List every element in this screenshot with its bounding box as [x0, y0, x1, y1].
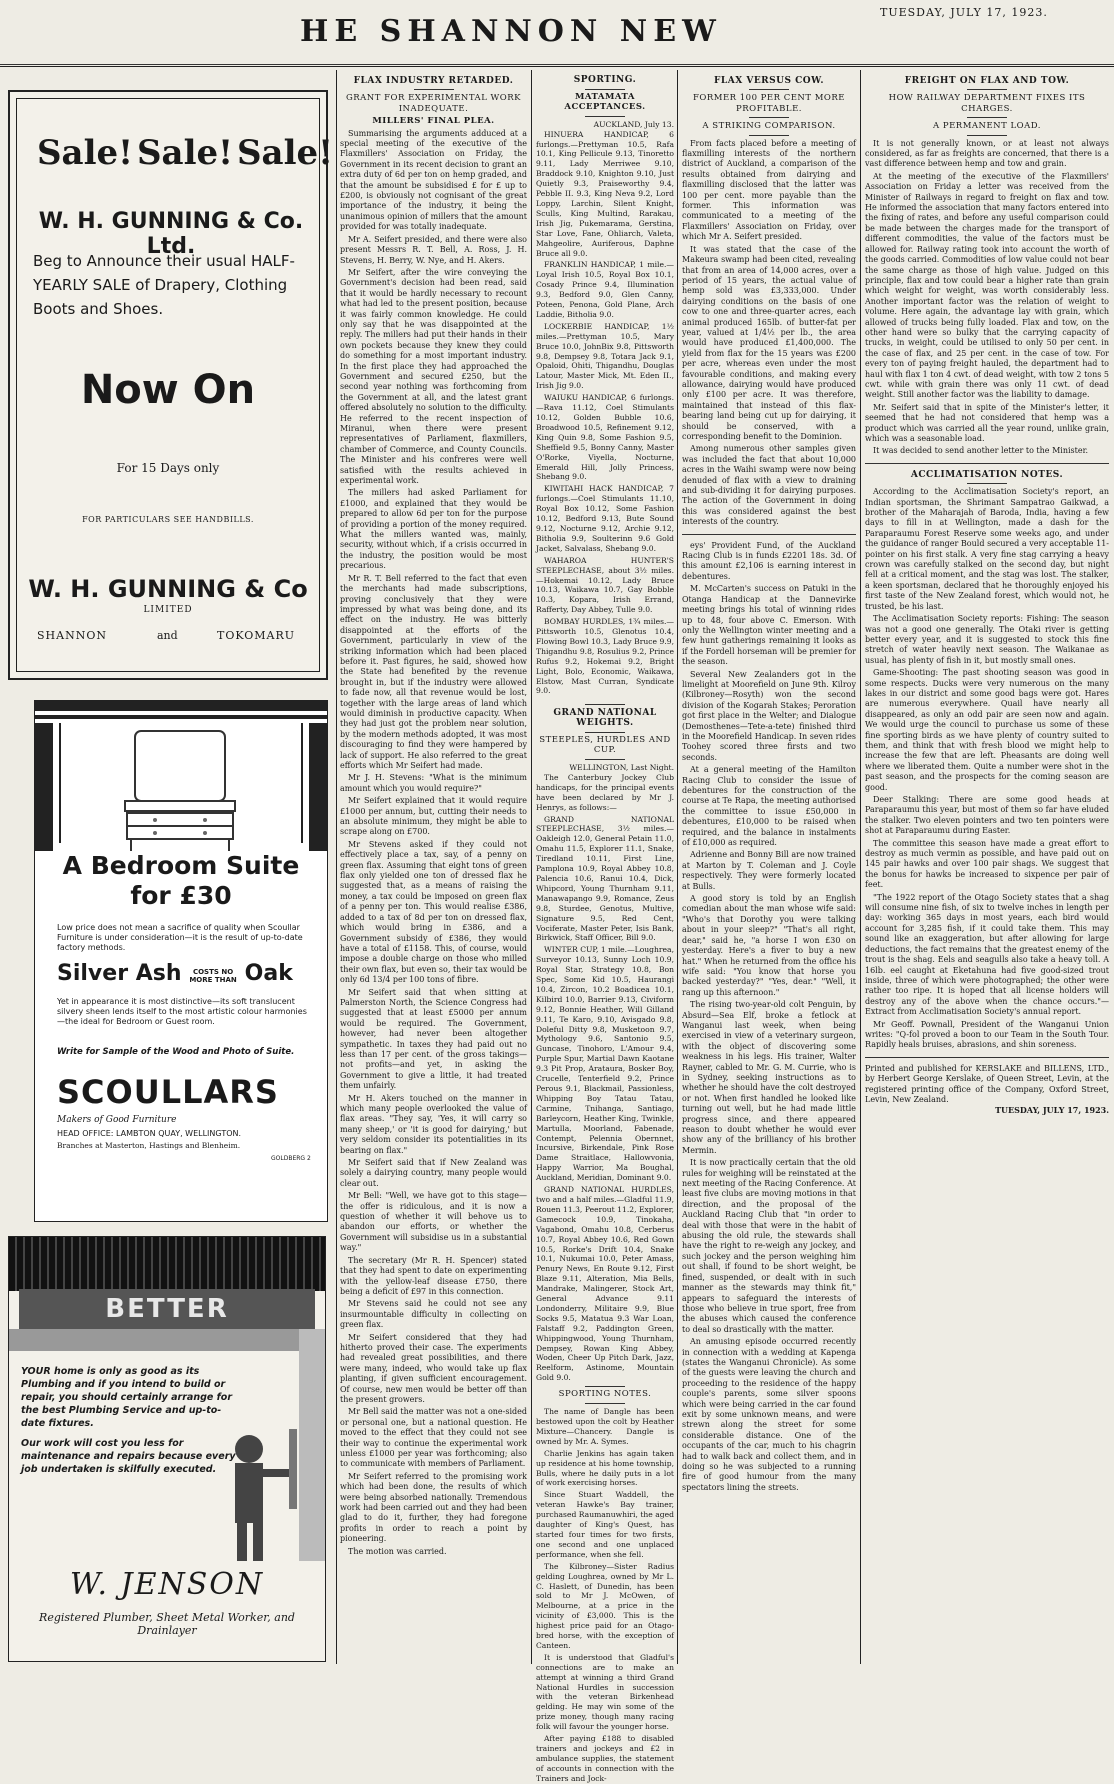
- paragraph: Mr Stevens asked if they could not effectively place a tax, say, of a penny on green flax. Assuming that eight tons of green flax only yielded one ton of dressed flax he suggested that, as a means of raising the money, a tax could be imposed on green flax of a penny per ton. This would realise £386, added to a tax of 8d per ton on dressed flax, which would bring in £386, and a Government subsidy of £386, they would have a total of £1158. This, of course, would impose a double charge on those who milled their own flax, but even so, their tax would be only 6d 13/4 per 100 tons of fibre.: [340, 839, 527, 985]
- dateline: AUCKLAND, July 13.: [593, 119, 674, 129]
- quality-text: Low price does not mean a sacrifice of quality when Scoullar Furniture is under consideration—it is the result of up-to-date factory methods.: [57, 923, 303, 952]
- jenson-plumbing-ad: [8, 1236, 326, 1662]
- paragraph: Mr Seifert referred to the promising work which had been done, the results of which were being absorbed nationally. Tremendous work had been carried out and they had been glad to do it, further, they had foregone profits in order to reach a point by pioneering.: [340, 1471, 527, 1544]
- paragraph: According to the Acclimatisation Society's report, an Indian sportsman, the Shrimant Sampatrao Gaikwad, a brother of the Maharajah of Baroda, India, having a few days to fill in at Wellington, made a dash for the Paraparaumu Forest Reserve some weeks ago, and under the guidance of ranger Bould secured a very acceptable 11-pointer on his first stalk. A very fine stag carrying a heavy crown was carefully stalked on the second day, but night fell at a critical moment, and the stag was lost. The stalker, a keen sportsman, declared that he thoroughly enjoyed his first taste of the New Zealand forest, which would not, he trusted, be his last.: [865, 487, 1109, 611]
- paragraph: Mr Geoff. Pownall, President of the Wanganui Union writes: "Q-fol proved a boon to our Team in the South Tour. Rapidly heals bruises, abrasions, and shin soreness.: [865, 1019, 1109, 1050]
- paragraph: LOCKERBIE HANDICAP, 1½ miles.—Prettyman 10.5, Mary Bruce 10.0, JohnBix 9.8, Pittsworth 9.8, Dempsey 9.8, Totara Jack 9.1, Opaloid, Ohiti, Thigandhu, Douglas Latour, Master Mick, Mt. Eden II., Irish Jig 9.0.: [536, 321, 674, 391]
- article-body: [340, 129, 527, 1557]
- paragraph: Summarising the arguments adduced at a special meeting of the executive of the Flaxmillers' Association on Friday, the Government in its recent decision to grant an extra duty of 6d per ton on hemp graded, and that the amount be subsidised £ for £ up to £200, is obviously not cognisant of the great importance of the industry, it being the unanimous opinion of millers that the amount provided for was totally inadequate.: [340, 128, 527, 232]
- imprint-date: TUESDAY, JULY 17, 1923.: [995, 1105, 1109, 1116]
- sporting-headline: SPORTING.: [573, 75, 637, 85]
- firm-name: W. H. GUNNING & Co. Ltd.: [38, 209, 304, 259]
- acclimatisation-body: [865, 487, 1109, 1051]
- paragraph: After paying £188 to disabled trainers and jockeys and £2 in ambulance supplies, the statement of accounts in connection with the Trainers and Jock-: [536, 1734, 674, 1783]
- branches-text: Branches at Masterton, Hastings and Blenheim.: [57, 1141, 241, 1150]
- appearance-text: Yet in appearance it is most distinctive—its soft translucent silvery sheen lends itself to the most artistic colour harmonies—the ideal for Bedroom or Guest room.: [57, 997, 307, 1026]
- weights-body: [536, 773, 674, 1383]
- scoullars-furniture-ad: [34, 700, 328, 1222]
- and-text: and: [157, 629, 178, 642]
- better-plumbing-banner: BETTER: [19, 1289, 315, 1329]
- gunning-sale-ad: [8, 90, 334, 680]
- paragraph: Mr Stevens said he could not see any insurmountable difficulty in collecting on green flax.: [340, 1299, 527, 1330]
- ad-code: GOLDBERG 2: [271, 1155, 311, 1162]
- article-subhead: GRANT FOR EXPERIMENTAL WORK INADEQUATE.: [345, 93, 522, 114]
- paragraph: The rising two-year-old colt Penguin, by Absurd—Sea Elf, broke a fetlock at Wanganui last week, when being exercised in view of a veterinary surgeon, with the object of discovering some weakness in his legs. His trainer, Walter Rayner, cabled to Mr. G. M. Currie, who is in Sydney, seeking instructions as to whether he should have the colt destroyed or not. When first handled he looked like turning out well, but he had made little progress since, and there appeared reason to doubt whether he would ever show any of the brilliancy of his brother Mermin.: [682, 1000, 856, 1155]
- announce-line: Boots and Shoes.: [33, 300, 164, 318]
- jenson-name: W. JENSON: [69, 1567, 265, 1602]
- paragraph: The committee this season have made a great effort to destroy as much vermin as possible, and have paid out on 145 pair hawks and over 100 pair shags. We suggest that the bonus for hawks be increased to sixpence per pair of feet.: [865, 838, 1109, 890]
- now-on-heading: Now On: [80, 367, 256, 413]
- scoullars-brand: SCOULLARS: [57, 1073, 279, 1111]
- freight-column: [865, 72, 1109, 1660]
- column-rule: [860, 70, 861, 1664]
- sporting-notes-body: [536, 1407, 674, 1784]
- paragraph: Since Stuart Waddell, the veteran Hawke's Bay trainer, purchased Raumanuwhiri, the aged daughter of King's Quest, has started four times for two firsts, one second and one unplaced performance, when she fell.: [536, 1490, 674, 1559]
- article-subhead: FORMER 100 PER CENT MORE PROFITABLE.: [692, 93, 846, 114]
- article-subhead: A STRIKING COMPARISON.: [702, 121, 836, 132]
- paragraph: Mr Seifert considered that they had hitherto proved their case. The experiments had revealed great possibilities, and there were many, indeed, who would take up flax planting, if given sufficient encouragement. Of course, new men would be better off than the present growers.: [340, 1332, 527, 1404]
- article-subhead: A PERMANENT LOAD.: [933, 121, 1041, 132]
- paragraph: M. McCarten's success on Patuki in the Otanga Handicap at the Dannevirke meeting brings his total of winning rides up to 48, four above C. Emerson. With only the Wellington winter meeting and a few hunt gatherings remaining it looks as if the Fordell horseman will be premier for the season.: [682, 584, 856, 667]
- sale-word: Sale!: [37, 133, 134, 173]
- paragraph: Mr R. T. Bell referred to the fact that even the merchants had made subscriptions, proving conclusively that they were impressed by what was being done, and its effect on the industry. He was bitterly disappointed at the efforts of the Government, particularly in view of the striking information which had been placed before it. Past figures, he said, showed how the State had benefited by the revenue brought in, but if the industry were allowed to fade now, all that revenue would be lost, together with the large areas of land which would diminish in productive capacity. When they had just got the problem near solution, by the modern methods adopted, it was most discouraging to find they were hampered by lack of support. He also referred to the great efforts which Mr Seifert had made.: [340, 573, 527, 770]
- flax-versus-cow-column: [682, 72, 856, 1660]
- grand-national-subhead: STEEPLES, HURDLES AND CUP.: [539, 735, 671, 756]
- paragraph: KIWITAHI HACK HANDICAP, 7 furlongs.—Coel Stimulants 11.10, Royal Box 10.12, Some Fashion 10.12, Bedford 9.13, Bute Sound 9.12, Nocturne 9.12, Archie 9.12, Bitholia 9.9, Soulterinn 9.6 Gold Jacket, Salvalass, Shebang 9.0.: [536, 484, 674, 553]
- plumbing-banner-background: [9, 1237, 325, 1291]
- paragraph: eys' Provident Fund, of the Auckland Racing Club is in funds £2201 18s. 3d. Of this amount £2,106 is earning interest in debentures.: [682, 540, 856, 581]
- paragraph: WAIUKU HANDICAP, 6 furlongs.—Rava 11.12, Coel Stimulants 10.12, Golden Bubble 10.6, Broadwood 10.5, Refinement 9.12, King Quin 9.8, Some Fashion 9.5, Sheffield 9.5, Bonny Canny, Master O'Rorke, Viyella, Nocturne, Emerald Hill, Jolly Princess, Shebang 9.0.: [536, 393, 674, 482]
- town-shannon: SHANNON: [37, 629, 107, 642]
- paragraph: At a general meeting of the Hamilton Racing Club to consider the issue of debentures for the construction of the course at Te Rapa, the meeting authorised the committee to issue £50,000 in debentures, £10,000 to be raised when required, and the balance in instalments of £10,000 as required.: [682, 765, 856, 848]
- matamata-subhead: MATAMATA ACCEPTANCES.: [564, 91, 646, 112]
- imprint-text: Printed and published for KERSLAKE and BILLENS, LTD., by Herbert George Kerslake, of Queen Street, Levin, at the registered printing office of the Company, Oxford Street, Levin, New Zealand.: [865, 1063, 1109, 1104]
- paragraph: The name of Dangle has been bestowed upon the colt by Heather Mixture—Chancery. Dangle is owned by Mr. A. Symes.: [536, 1407, 674, 1446]
- masthead: [0, 0, 1114, 65]
- paragraph: The Acclimatisation Society reports: Fishing: The season was not a good one generally. The Otaki river is getting better every year, and it is suggested to stock this fine stretch of water heavily next season. The Waikanae as usual, has plenty of fish in it, but mostly small ones.: [865, 614, 1109, 665]
- limited-text: LIMITED: [143, 605, 193, 615]
- paragraph: Mr A. Seifert presided, and there were also present Messrs R. T. Bell, A. Ross, J. H. Stevens, H. Berry, W. Nye, and H. Akers.: [340, 234, 527, 265]
- paragraph: BOMBAY HURDLES, 1¾ miles.—Pittsworth 10.5, Glenotus 10.4, Flowing Bowl 10.3, Lady Bruce 9.9, Thigandhu 9.8, Rosulius 9.2, Prince Rufus 9.2, Hokemai 9.2, Bright Light, Bolo, Economic, Waikawa, Elstow, Mast Curran, Syndicate 9.0.: [536, 617, 674, 696]
- sporting-notes-headline: SPORTING NOTES.: [558, 1389, 652, 1400]
- paragraph: Deer Stalking: There are some good heads at Paraparaumu this year, but most of them so far have eluded the stalker. Two eleven pointers and two ten pointers were shot at Paraparaumu during Easter.: [865, 795, 1109, 836]
- paragraph: Mr Bell said the matter was not a one-sided or personal one, but a national question. He moved to the effect that they could not see their way to continue the experimental work unless £1000 per year was forthcoming; also to communicate with members of Parliament.: [340, 1407, 527, 1469]
- paragraph: Mr H. Akers touched on the manner in which many people overlooked the value of flax areas. "They say, 'Yes, it will carry so many sheep,' or 'it is good for dairying,' but very seldom consider its potentialities in its bearing on flax.": [340, 1093, 527, 1155]
- paragraph: Several New Zealanders got in the limelight at Moorefield on June 9th. Kilroy (Kilbroney—Rosyth) won the second division of the Kogarah Stakes; Peroration got first place in the Welter; and Dialogue (Demosthenes—Tete-a-tete) finished third in the Moorefield Handicap. In seven rides Toohey scored three firsts and two seconds.: [682, 669, 856, 762]
- paragraph: Mr Bell: "Well, we have got to this stage—the offer is ridiculous, and it is now a question of whether it will behove us to abandon our efforts, or whether the Government will subsidise us in a substantial way.": [340, 1191, 527, 1253]
- paragraph: Among numerous other samples given was included the fact that about 10,000 acres in the Waihi swamp were now being denuded of flax with a view to draining and sub-dividing it for dairying purposes. The action of the Government in doing this was considered against the best interests of the country.: [682, 444, 856, 527]
- paragraph: From facts placed before a meeting of flaxmilling interests of the northern district of Auckland, a comparison of the results obtained from dairying and flaxmilling disclosed that the latter was 100 per cent. more payable than the former. This information was communicated to a meeting of the Flaxmillers' Association on Friday, over which Mr A. Seifert presided.: [682, 138, 856, 242]
- makers-text: Makers of Good Furniture: [57, 1115, 177, 1125]
- paragraph: The Canterbury Jockey Club handicaps, for the principal events have been declared by Mr J. Henrys, as follows:—: [536, 772, 674, 812]
- sale-word: Sale!: [237, 133, 334, 173]
- article-headline: FLAX VERSUS COW.: [714, 76, 824, 86]
- headline-line: A Bedroom Suite: [62, 851, 300, 880]
- paragraph: HINUERA HANDICAP, 6 furlongs.—Prettyman 10.5, Rafa 10.1, King Pellicule 9.13, Tinoretto 9.11, Lady Merriwee 9.10, Braddock 9.10, Knighton 9.10, Just Quietly 9.3, Praiseworthy 9.4, Pebble II. 9.3, King Neva 9.2, Lord Loppy, Larchin, Silent Knight, Sculls, King Multind, Rarakau, Irish Jig, Pukemarama, Gerstina, Star Love, Fane, Ohliarch, Valeta, Mahgeolire, Auriferous, Daphne Bruce all 9.0.: [536, 129, 674, 258]
- particulars-text: FOR PARTICULARS SEE HANDBILLS.: [82, 515, 254, 524]
- paragraph: An amusing episode occurred recently in connection with a wedding at Kapenga (states the Wanganui Chronicle). As some of the guests were leaving the church and proceeding to the residence of the happy couple's parents, some silver spoons which were being carried in the car found exit by some unknown means, and were strewn along the street for some considerable distance. One of the occupants of the car, much to his chagrin had to walk back and collect them, and in doing so he was subjected to a running fire of good humour from the many spectators lining the streets.: [682, 1337, 856, 1492]
- paragraph: It is not generally known, or at least not always considered, as far as freights are concerned, that there is a vast difference between hemp and tow and grain.: [865, 138, 1109, 169]
- article-subhead: HOW RAILWAY DEPARTMENT FIXES ITS CHARGES.: [888, 93, 1086, 114]
- article-subhead: MILLERS' FINAL PLEA.: [372, 116, 495, 127]
- oak-text: Oak: [244, 961, 293, 986]
- sale-word: Sale!: [137, 133, 234, 173]
- paragraph: The motion was carried.: [348, 1546, 447, 1556]
- masthead-rule: [0, 66, 1114, 67]
- firm-name-2: W. H. GUNNING & Co: [28, 575, 308, 603]
- paragraph: Charlie Jenkins has again taken up residence at his home township, Bulls, where he daily puts in a lot of work exercising horses.: [536, 1448, 674, 1488]
- paragraph: The Kilbroney—Sister Radius gelding Loughrea, owned by Mr L. C. Haslett, of Dunedin, has been sold to Mr J. McOwen, of Melbourne, at a price in the vicinity of £3,000. This is the highest price paid for an Otago-bred horse, with the exception of Canteen.: [536, 1561, 674, 1650]
- paragraph: Mr Seifert said that if New Zealand was solely a dairying country, many people would clear out.: [340, 1158, 527, 1188]
- acceptances-body: [536, 130, 674, 697]
- plumbing-cost-text: Our work will cost you less for maintenance and repairs because every job undertaken is skilfully executed.: [21, 1438, 236, 1475]
- costs-no-more-text: COSTS NO MORE THAN: [189, 967, 237, 984]
- paragraph: GRAND NATIONAL HURDLES, two and a half miles.—Gladful 11.9, Rouen 11.3, Peerout 11.2, Explorer, Gamecock 10.9, Tinokaha, Vagabond, Omahu 10.8, Cerberus 10.7, Royal Abbey 10.6, Red Gown 10.5, Rorke's Drift 10.4, Snake 10.1, Nukumai 10.0, Peter Amass, Penury News, En Route 9.12, First Blaze 9.11, Alteration, Mia Bells, Mandrake, Malingerer, Stock Art, General Advance 9.11 Londonderry, Militaire 9.9, Blue Socks 9.5, Matatua 9.3 War Loan, Falstaff 9.2, Paddington Green, Whippingwood, Young Thurnham, Dempsey, Rowan King Abbey, Woden, Cheer Up Pitch Dark, Jazz, Reelform, Astinome, Mountain Gold 9.0.: [536, 1185, 674, 1383]
- paragraph: It is understood that Gladful's connections are to make an attempt at winning a third Grand National Hurdles in succession with the veteran Birkenhead gelding. He may win some of the prize money, though many racing folk will favour the younger horse.: [536, 1652, 674, 1732]
- paragraph: Mr. Seifert said that in spite of the Minister's letter, it seemed that he had not considered that hemp was a product which was carried all the year round, unlike grain, which was a seasonable load.: [865, 402, 1109, 443]
- column-rule: [336, 70, 337, 1664]
- headline-price: for £30: [130, 881, 232, 910]
- announce-line: Beg to Announce their usual HALF-: [33, 252, 295, 270]
- paragraph: WINTER CUP, 1 mile.—Loughrea, Surveyor 10.13, Sunny Loch 10.9, Royal Star, Strategy 10.8, Bon Spec, Some Kid 10.5, Haurangi 10.4, Zircon, 10.2 Boadicea 10.1, Kilbird 10.0, Barrier 9.13, Civiform 9.12, Bonnie Heather, Will Gilland 9.11, Te Karo, 9.10, Avisgado 9.8, Doleful Ditty 9.8, Musketoon 9.7, Mythology 9.6, Santonio 9.5, Guncase, Tinohoro, L'Amour 9.4, Purple Spur, Martial Dawn Kaotane 9.3 Pit Prop, Arataura, Bosker Boy, Crucelle, Tenterfield 9.2, Prince Perous 9.1, Blackmail, Passionless, Whipping Boy Tatau Tatau, Carmine, Tnihanga, Santiago, Barleycorn, Heather King, Twinkle, Martulla, Moorland, Fabenade, Contempt, Pelennia Obernnet, Incursive, Birkendale, Pink Rose Dame Straitlace, Hallowvonia, Happy Warrior, Ma Boughal, Auckland, Meridian, Dominant 9.0.: [536, 945, 674, 1183]
- column-rule: [677, 70, 678, 1664]
- paragraph: Mr Seifert explained that it would require £1000 per annum, but, cutting their needs to an absolute minimum, they might be able to scrape along on £700.: [340, 796, 527, 837]
- paragraph: Game-Shooting: The past shooting season was good in some respects. Ducks were very numerous on the many lakes in our district and some good bags were got. Hares are numerous everywhere. Quail have nearly all disappeared, as only an odd pair are seen now and again. We would urge the council to purchase us some of these fine sporting birds as we have plenty of country suited to them, and think that with fresh blood we might help to increase the few that are left. Pheasants are doing well where we liberated them. Quite a number were shot in the past season, and the prospects for the coming season are good.: [865, 668, 1109, 792]
- article-headline: FLAX INDUSTRY RETARDED.: [353, 76, 514, 86]
- paragraph: Mr Seifert, after the wire conveying the Government's decision had been read, said that it would be hardly necessary to recount what had led to the present position, because it was fairly common knowledge. He could only say that he was disappointed at the reply. The millers had put their hands in their own pockets because they knew they could do something for a most important industry. In the first place they had approached the Government and secured £250, but the second year nothing was forthcoming from the Government at all, and the latest grant offered absolutely no solution to the difficulty. He referred to the recent inspection of Miranui, when there were present representatives of Parliament, flaxmillers, chamber of Commerce, and County Councils. The Minister and his confreres were well satisfied with the results achieved in experimental work.: [340, 267, 527, 486]
- head-office-text: HEAD OFFICE: LAMBTON QUAY, WELLINGTON.: [57, 1129, 242, 1138]
- paragraph: The millers had asked Parliament for £1000, and explained that they would be prepared to allow 6d per ton for the purpose of providing a portion of the money required. What the millers wanted was, mainly, security, without which, if a crisis occurred in the industry, the position would be most precarious.: [340, 488, 527, 571]
- newspaper-title: HE SHANNON NEW: [300, 14, 722, 49]
- town-tokomaru: TOKOMARU: [217, 629, 296, 642]
- paragraph: Adrienne and Bonny Bill are now trained at Marton by T. Coleman and J. Coyle respectively. They were formerly located at Bulls.: [682, 850, 856, 891]
- paragraph: A good story is told by an English comedian about the man whose wife said: "Who's that Dorothy you were talking about in your sleep?" "That's all right, dear," said he, "a horse I won £30 on yesterday. Here's a fiver to buy a new hat." When he returned from the office his wife said: "You know that horse you backed yesterday?" "Yes, dear." "Well, it rang up this afternoon.": [682, 894, 856, 997]
- dateline: WELLINGTON, Last Night.: [569, 763, 674, 772]
- paragraph: Mr J. H. Stevens: "What is the minimum amount which you would require?": [340, 773, 527, 793]
- sporting-continuation-body: [682, 541, 856, 1494]
- acclimatisation-headline: ACCLIMATISATION NOTES.: [910, 469, 1064, 480]
- jenson-trade-text: Registered Plumber, Sheet Metal Worker, and Drainlayer: [39, 1611, 295, 1637]
- article-headline: FREIGHT ON FLAX AND TOW.: [904, 76, 1070, 86]
- column-rule: [531, 70, 532, 1664]
- paragraph: "The 1922 report of the Otago Society states that a shag will consume nine fish, of six to twelve inches in length per day: working 365 days in most years, each bird would account for 3,285 fish, if it could take them. This may sound like an exaggeration, but after allowing for large deductions, the fact remains that the greatest enemy of the trout is the shag. Eels and seagulls also take a heavy toll. A 16lb. eel caught at Eketahuna had five good-sized trout inside, three of which were photographed; the other were rather too ripe. It is hoped that all license holders will destroy any of the above when the chance occurs."—Extract from Acclimatisation Society's annual report.: [865, 892, 1109, 1017]
- article-body: [865, 139, 1109, 457]
- bedroom-furniture-illustration: [35, 701, 327, 851]
- paragraph: It was decided to send another letter to the Minister.: [873, 446, 1089, 456]
- paragraph: It is now practically certain that the old rules for weighing will be reinstated at the next meeting of the Racing Conference. At least five clubs are moving motions in that direction, and the proposal of the Auckland Racing Club that "in order to deal with those that were in the habit of abusing the old rule, the stewards shall have the right to re-weigh any jockey, and such jockey and the person weighing him out shall, if found to be short weight, be fined, suspended, or dealt with in such manner as the stewards may think fit," appears to safeguard the interests of those who believe in true sport, free from the abuses which caused the conference to deal so drastically with the matter.: [682, 1158, 856, 1334]
- flax-industry-article: [340, 72, 527, 1660]
- plumbing-pitch-text: YOUR home is only as good as its Plumbing and if you intend to build or repair, you should certainly arrange for the best Plumbing Service and up-to-date fixtures.: [21, 1366, 232, 1429]
- silver-ash-text: Silver Ash: [57, 961, 182, 986]
- grand-national-headline: GRAND NATIONAL WEIGHTS.: [553, 708, 657, 729]
- paragraph: FRANKLIN HANDICAP, 1 mile.—Loyal Irish 10.5, Royal Box 10.1, Cosady Prince 9.4, Illumination 9.3, Bedford 9.0, Glen Canny, Poteen, Penona, Gold Plane, Arch Laddie, Bitholia 9.0.: [536, 260, 674, 319]
- paragraph: WAHAROA HUNTER'S STEEPLECHASE, about 3½ miles.—Hokemai 10.12, Lady Bruce 10.13, Waikawa 10.7, Gay Bobble 10.3, Kopara, Irish Errand, Rafferty, Day Abbey, Tulle 9.0.: [536, 555, 674, 615]
- announce-line: YEARLY SALE of Drapery, Clothing: [33, 276, 288, 294]
- sporting-column: [536, 72, 674, 1783]
- paragraph: It was stated that the case of the Makeura swamp had been cited, revealing that from an area of 14,000 acres, over a period of 15 years, the actual value of hemp sold was £3,333,000. Under dairying conditions on the basis of one cow to one and three-quarter acres, each animal produced 165lb. of butter-fat per year, valued at 1/4½ per lb., the area would have produced £1,400,000. The yield from flax for the 15 years was £200 per acre, whereas even under the most favourable conditions, and making every allowance, dairying would have produced only £100 per acre. It was therefore, maintained that instead of this flax-bearing land being cut up for dairying, it should be conserved, with a corresponding benefit to the Dominion.: [682, 244, 856, 441]
- paragraph: GRAND NATIONAL STEEPLECHASE, 3½ miles.—Oakleigh 12.0, General Petain 11.0, Omahu 11.5, Explorer 11.1, Snake, Tiredland 10.11, First Line, Pamplona 10.9, Royal Abbey 10.8, Palencia 10.6, Ranui 10.4, Dick, Whipcord, Young Thurnham 9.11, Manawapango 9.9, Romance, Zeus 9.8, Sturdee, Genotus, Multive, Signature 9.5, Red Cent, Vociferate, Master Peter, Isis Bank, Birkwick, Staff Officer, Bill 9.0.: [536, 814, 674, 943]
- paragraph: At the meeting of the executive of the Flaxmillers' Association on Friday a letter was received from the Minister of Railways in regard to freight on flax and tow. He informed the association that many factors entered into the fixing of rates, and before any useful comparison could be made between the charges made for the transport of different commodities, the value of the factors must be allowed for. Railway rating took into account the worth of the goods carried. Commodities of low value could not bear the same charge as those of high value. Judged on this principle, flax and tow could bear a higher rate than grain which weight for weight, was worth considerably less. Another important factor was the relation of weight to volume. Here again, the advantage lay with grain, which allowed of trucks being fully loaded. Flax and tow, on the other hand were so bulky that the carrying capacity of trucks, in weight, could be utilised to only 50 per cent. in the case of flax, and 25 per cent. in the case of tow. For every ton of paying freight hauled, the department had to haul with flax 1 ton 4 cwt. of dead weight, with tow 2 tons 5 cwt. while with grain there was only 11 cwt. of dead weight. Still another factor was the liability to damage.: [865, 171, 1109, 400]
- write-for-sample-text: Write for Sample of the Wood and Photo of Suite.: [57, 1047, 295, 1057]
- paragraph: The secretary (Mr R. H. Spencer) stated that they had spent to date on experimenting with the yellow-leaf disease £750, there being a deficit of £97 in this connection.: [340, 1255, 527, 1296]
- masthead-date: TUESDAY, JULY 17, 1923.: [880, 6, 1048, 19]
- duration-text: For 15 Days only: [116, 461, 220, 475]
- article-body: [682, 139, 856, 528]
- paragraph: Mr Seifert said that when sitting at Palmerston North, the Science Congress had suggested that at least £5000 per annum would be required. The Government, however, had never been altogether sympathetic. In taxes they had paid out no less than 17 per cent. of the gross takings—not profits—and yet, in asking the Government to give a little, it had treated them unfairly.: [340, 987, 527, 1091]
